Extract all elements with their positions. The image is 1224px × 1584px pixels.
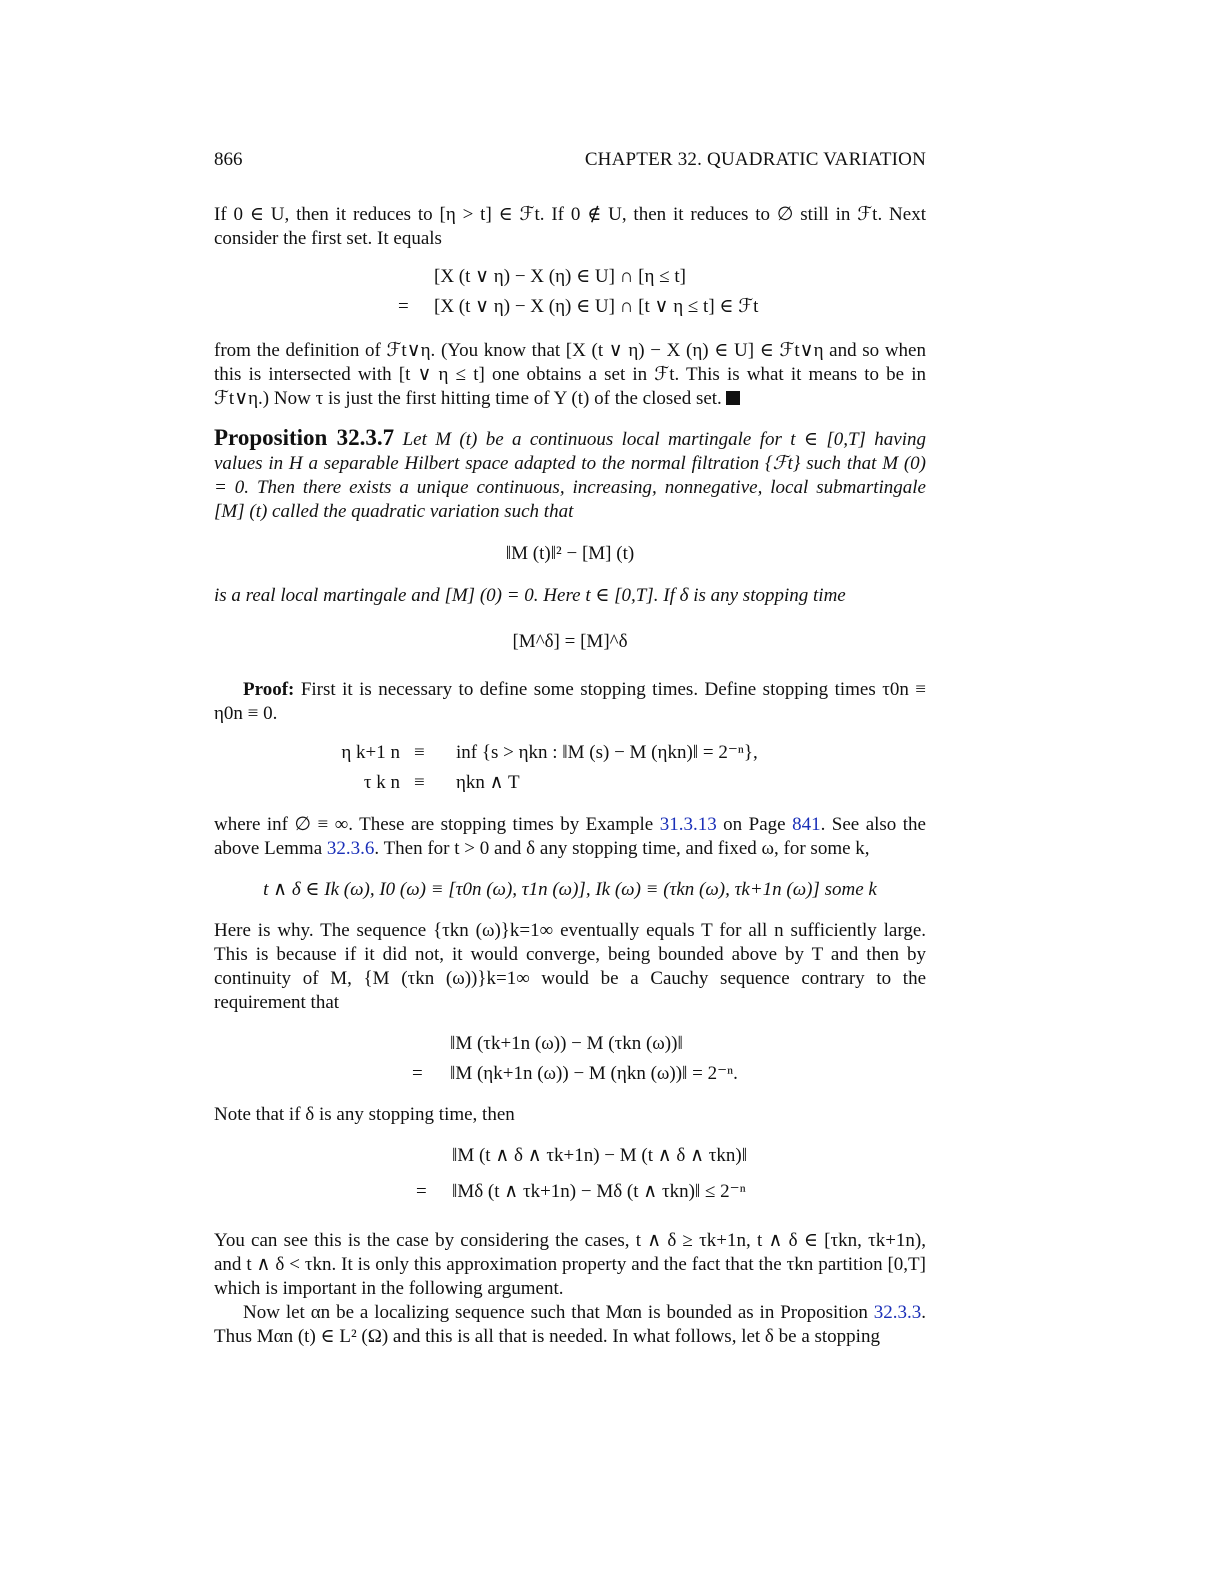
eq3-rel-1: ≡ bbox=[414, 742, 425, 763]
paragraph-7 bbox=[214, 1301, 926, 1349]
paragraph-3-b: on Page bbox=[716, 814, 793, 835]
paragraph-7-b: . Thus Mαn (t) ∈ L² (Ω) and this is all that is needed. In what follows, let δ be a stopping bbox=[214, 1302, 926, 1347]
equation-1-rel: = bbox=[398, 296, 409, 317]
proof-text: First it is necessary to define some stopping times. Define stopping times τ0n ≡ η0n ≡ 0. bbox=[214, 679, 926, 724]
proposition-block bbox=[214, 426, 926, 524]
page-link[interactable]: 841 bbox=[792, 814, 821, 835]
eq6-rel: = bbox=[416, 1181, 427, 1202]
equation-1 bbox=[214, 265, 926, 329]
eq5-line-2: ‖M (ηk+1n (ω)) − M (ηkn (ω))‖ = 2⁻ⁿ. bbox=[450, 1063, 738, 1084]
proof-paragraph bbox=[214, 678, 926, 726]
example-link[interactable]: 31.3.13 bbox=[659, 814, 717, 835]
proposition-text: Let M (t) be a continuous local martingale for t ∈ [0,T] having values in H a separable Hilbert space adapted to the normal filtration {ℱt} such that M (0) = 0. Then there exists a unique continuous, increasing, nonnegative, local submartingale [M] (t) called the quadratic variation such that bbox=[214, 429, 926, 522]
eq6-line-1: ‖M (t ∧ δ ∧ τk+1n) − M (t ∧ δ ∧ τkn)‖ bbox=[452, 1145, 748, 1166]
eq3-lhs-1: η k+1 n bbox=[341, 742, 400, 763]
paragraph-5: Note that if δ is any stopping time, then bbox=[214, 1104, 515, 1125]
equation-6 bbox=[214, 1144, 926, 1210]
paragraph-3-d: . Then for t > 0 and δ any stopping time, and fixed ω, for some k, bbox=[374, 838, 870, 859]
paragraph-2-text: from the definition of ℱt∨η. (You know that [X (t ∨ η) − X (η) ∈ U] ∈ ℱt∨η and so when this is intersected with [t ∨ η ≤ t] one obtains a set in ℱt. This is what it means to be in ℱt∨η.) Now τ is just the first hitting time of Y (t) of the closed set. bbox=[214, 340, 926, 409]
paragraph-1: If 0 ∈ U, then it reduces to [η > t] ∈ ℱt. If 0 ∉ U, then it reduces to ∅ still in ℱt. Next consider the first set. It equals bbox=[214, 204, 926, 249]
proposition-link[interactable]: 32.3.3 bbox=[873, 1302, 922, 1323]
equation-3 bbox=[214, 741, 926, 805]
lemma-link[interactable]: 32.3.6 bbox=[326, 838, 375, 859]
proof-label: Proof: bbox=[243, 679, 295, 700]
proposition-equation-2: [M^δ] = [M]^δ bbox=[512, 631, 628, 652]
paragraph-4: Here is why. The sequence {τkn (ω)}k=1∞ eventually equals T for all n sufficiently large. This is because if it did not, it would converge, being bounded above by T and then by continuity of M, {M (τkn (ω))}k=1∞ would be a Cauchy sequence contrary to the requirement that bbox=[214, 920, 926, 1013]
chapter-title: CHAPTER 32. QUADRATIC VARIATION bbox=[584, 149, 926, 170]
paragraph-6: You can see this is the case by considering the cases, t ∧ δ ≥ τk+1n, t ∧ δ ∈ [τkn, τk+1n), and t ∧ δ < τkn. It is only this approximation property and the fact that the τkn partition [0,T] which is important in the following argument. bbox=[214, 1230, 926, 1299]
eq3-rhs-1: inf {s > ηkn : ‖M (s) − M (ηkn)‖ = 2⁻ⁿ}, bbox=[456, 742, 758, 763]
paragraph-2 bbox=[214, 339, 926, 411]
eq3-rhs-2: ηkn ∧ T bbox=[456, 772, 520, 793]
qed-square-icon bbox=[726, 391, 740, 405]
equation-5 bbox=[214, 1032, 926, 1096]
eq6-line-2: ‖Mδ (t ∧ τk+1n) − Mδ (t ∧ τkn)‖ ≤ 2⁻ⁿ bbox=[452, 1181, 746, 1202]
proposition-equation: ‖M (t)‖² − [M] (t) bbox=[505, 543, 635, 564]
eq5-line-1: ‖M (τk+1n (ω)) − M (τkn (ω))‖ bbox=[450, 1033, 683, 1054]
paragraph-3-a: where inf ∅ ≡ ∞. These are stopping times by Example bbox=[214, 814, 660, 835]
equation-4: t ∧ δ ∈ Ik (ω), I0 (ω) ≡ [τ0n (ω), τ1n (ω)], Ik (ω) ≡ (τkn (ω), τk+1n (ω)] some k bbox=[263, 879, 877, 900]
eq5-rel: = bbox=[412, 1063, 423, 1084]
proposition-text-2: is a real local martingale and [M] (0) = 0. Here t ∈ [0,T]. If δ is any stopping time bbox=[214, 585, 846, 606]
paragraph-3 bbox=[214, 813, 926, 861]
equation-1-line-1: [X (t ∨ η) − X (η) ∈ U] ∩ [η ≤ t] bbox=[434, 266, 686, 287]
page-number: 866 bbox=[214, 149, 243, 170]
eq3-rel-2: ≡ bbox=[414, 772, 425, 793]
running-header bbox=[214, 148, 926, 172]
paragraph-7-a: Now let αn be a localizing sequence such that Mαn is bounded as in Proposition bbox=[243, 1302, 874, 1323]
eq3-lhs-2: τ k n bbox=[363, 772, 400, 793]
proposition-label: Proposition 32.3.7 bbox=[214, 425, 395, 450]
equation-1-line-2: [X (t ∨ η) − X (η) ∈ U] ∩ [t ∨ η ≤ t] ∈ ℱt bbox=[434, 296, 759, 317]
paragraph-3-c: . See also the above Lemma bbox=[214, 814, 926, 859]
